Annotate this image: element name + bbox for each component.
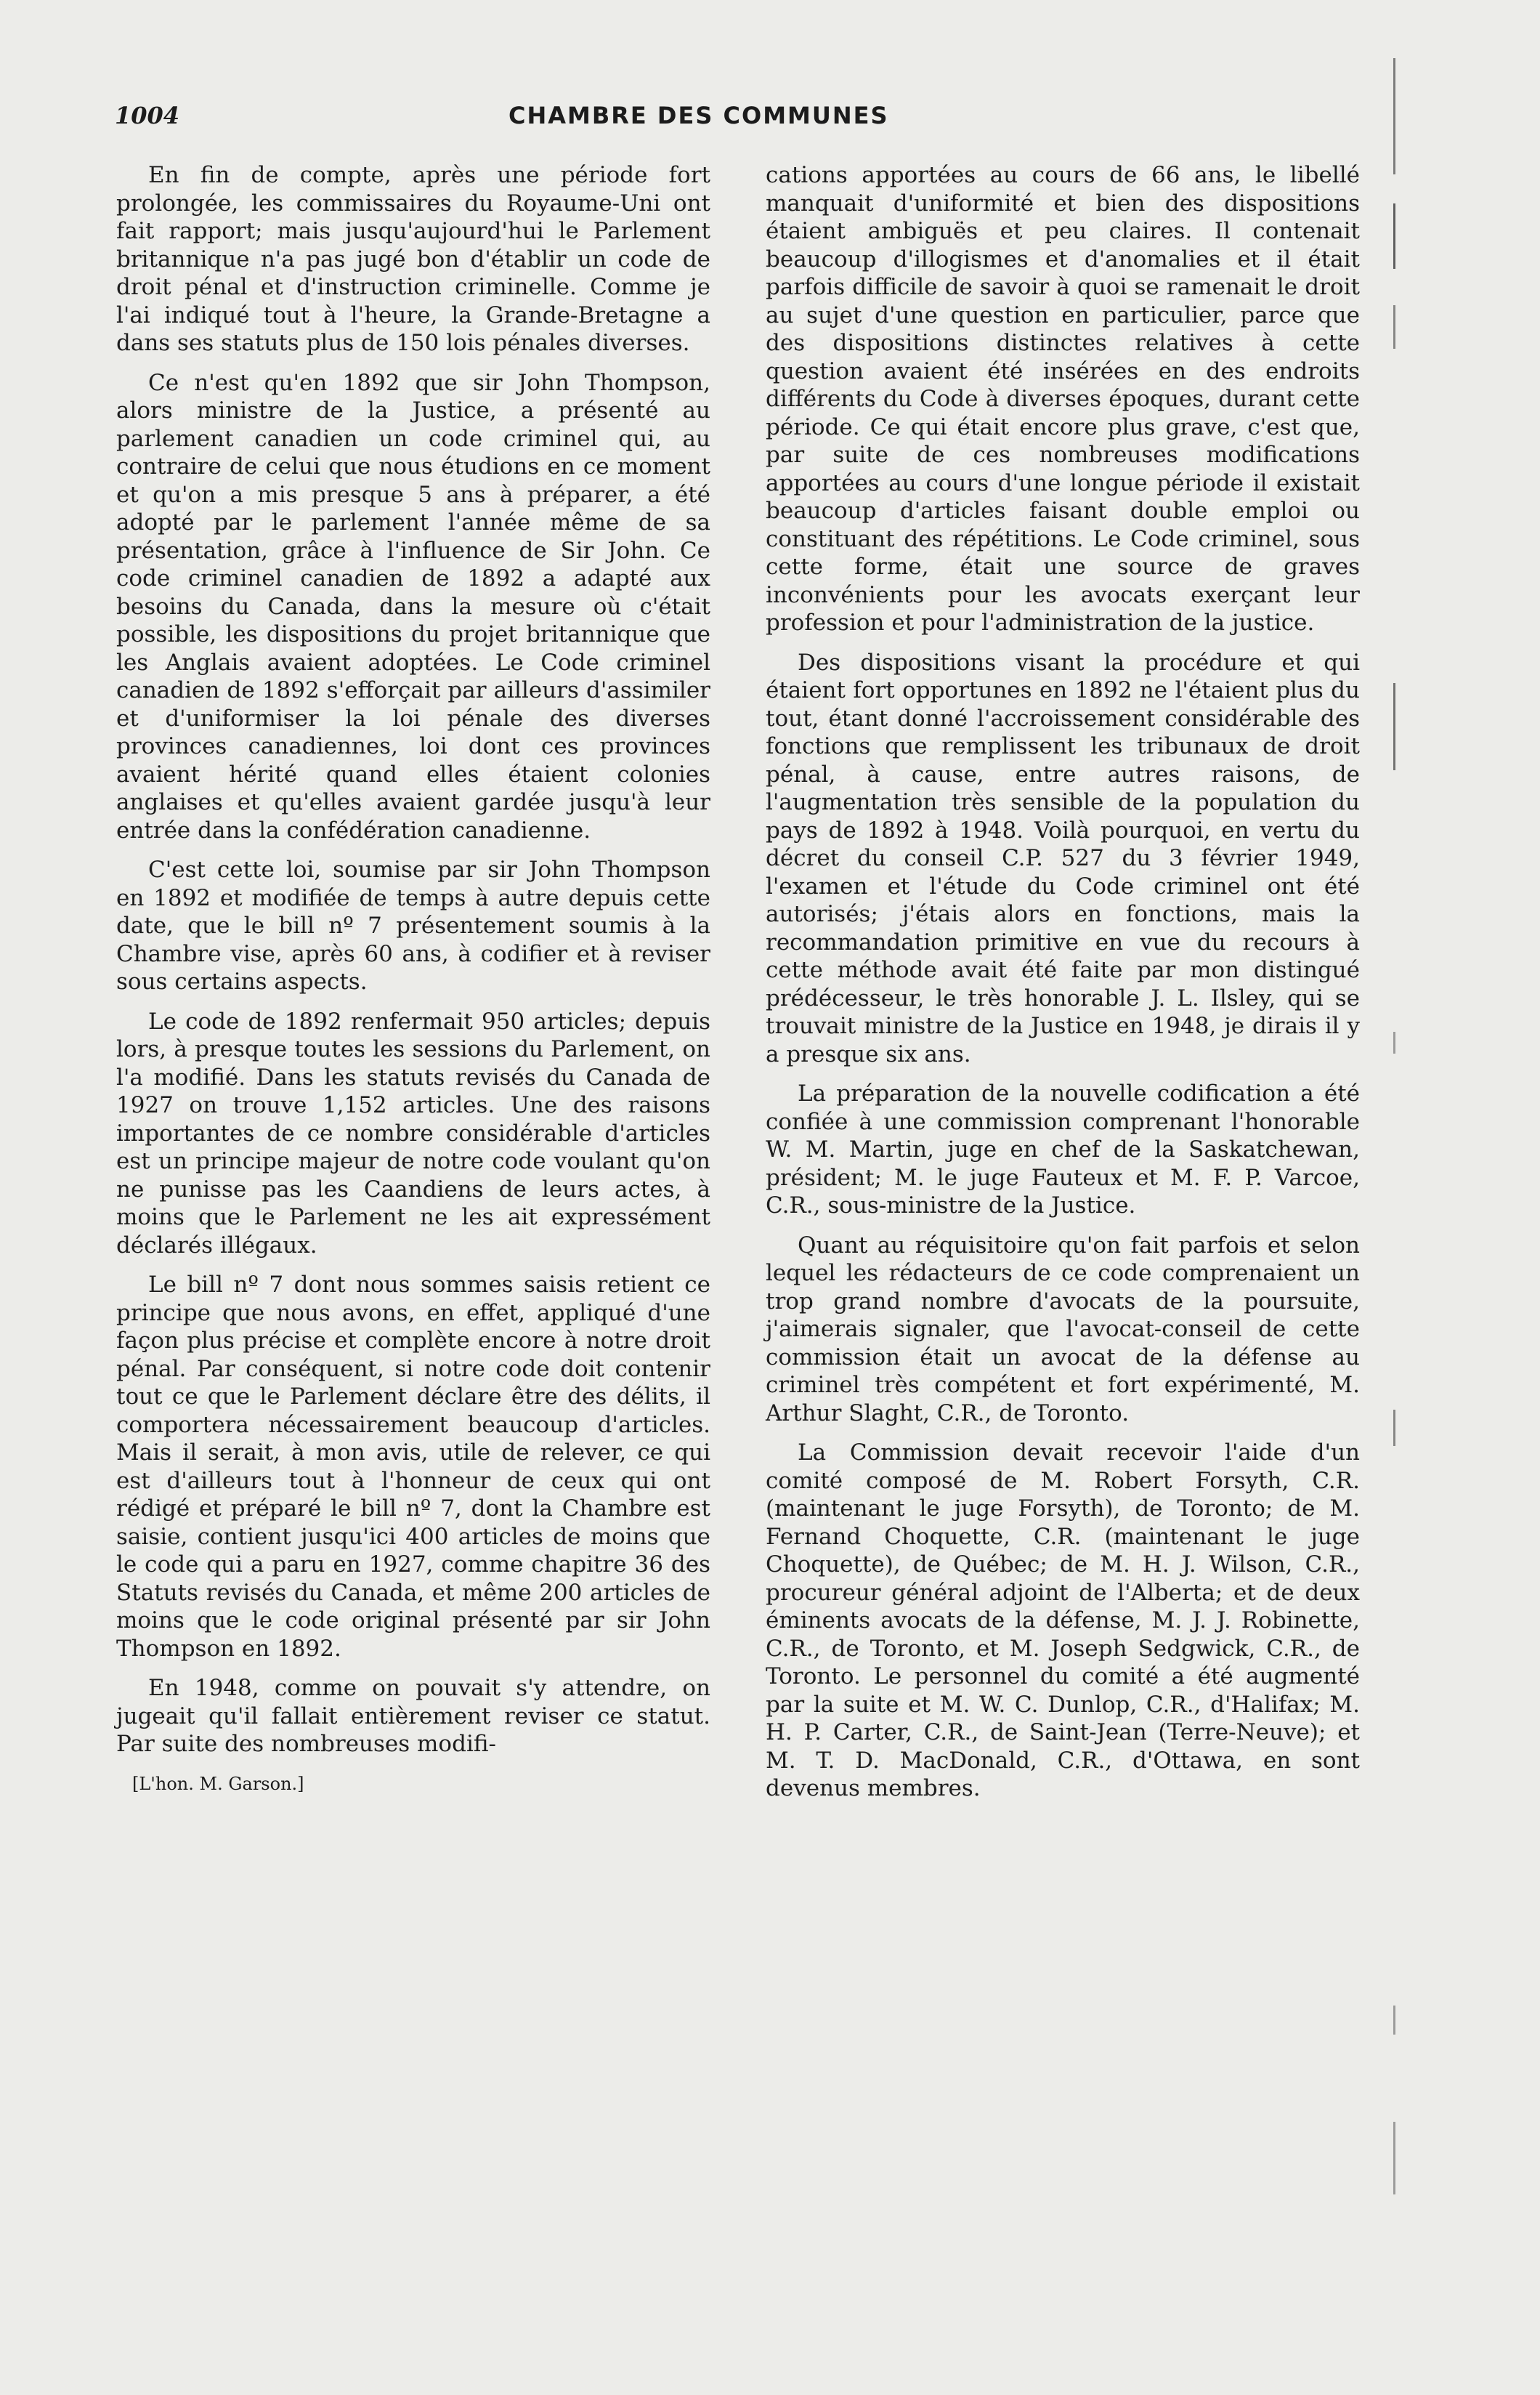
paragraph: La préparation de la nouvelle codification a été confiée à une commission comprenant l'honorable W. M. Martin, juge en chef de la Saskatchewan, président; M. le juge Fauteux et M. F. P. Varcoe, C.R., sous-ministre de la Justice.: [766, 1081, 1360, 1219]
paragraph: Le code de 1892 renfermait 950 articles; depuis lors, à presque toutes les sessions du Parlement, on l'a modifié. Dans les statuts revisés du Canada de 1927 on trouve 1,152 articles. Une des raisons importantes de ce nombre considérable d'articles est un principe majeur de notre code voulant qu'on ne punisse pas les Caandiens de leurs actes, à moins que le Parlement ne les ait expressément déclarés illégaux.: [116, 1008, 710, 1259]
paragraph: Ce n'est qu'en 1892 que sir John Thompson, alors ministre de la Justice, a présenté au parlement canadien un code criminel qui, au contraire de celui que nous étudions en ce moment et qu'on a mis presque 5 ans à préparer, a été adopté par le parlement l'année même de sa présentation, grâce à l'influence de Sir John. Ce code criminel canadien de 1892 a adapté aux besoins du Canada, dans la mesure où c'était possible, les dispositions du projet britannique que les Anglais avaient adoptées. Le Code criminel canadien de 1892 s'efforçait par ailleurs d'assimiler et d'uniformiser la loi pénale des diverses provinces canadiennes, loi dont ces provinces avaient hérité quand elles étaient colonies anglaises et qu'elles avaient gardée jusqu'à leur entrée dans la confédération canadienne.: [116, 369, 710, 844]
scan-margin-marks: [1393, 44, 1408, 2296]
speaker-note: [L'hon. M. Garson.]: [132, 1773, 304, 1794]
paragraph: La Commission devait recevoir l'aide d'un comité composé de M. Robert Forsyth, C.R. (maintenant le juge Forsyth), de Toronto; de M. Fernand Choquette, C.R. (maintenant le juge Choquette), de Québec; de M. H. J. Wilson, C.R., procureur général adjoint de l'Alberta; et de deux éminents avocats de la défense, M. J. J. Robinette, C.R., de Toronto, et M. Joseph Sedgwick, C.R., de Toronto. Le personnel du comité a été augmenté par la suite et M. W. C. Dunlop, C.R., d'Halifax; M. H. P. Carter, C.R., de Saint-Jean (Terre-Neuve); et M. T. D. MacDonald, C.R., d'Ottawa, en sont devenus membres.: [766, 1439, 1360, 1801]
paragraph: C'est cette loi, soumise par sir John Thompson en 1892 et modifiée de temps à autre depuis cette date, que le bill nº 7 présentement soumis à la Chambre vise, après 60 ans, à codifier et à reviser sous certains aspects.: [116, 857, 710, 995]
paragraph-continued: cations apportées au cours de 66 ans, le libellé manquait d'uniformité et bien des dispositions étaient ambiguës et peu claires. Il contenait beaucoup d'illogismes et d'anomalies et il était parfois difficile de savoir à quoi se ramenait le droit au sujet d'une question en particulier, parce que des dispositions distinctes relatives à cette question avaient été insérées en des endroits différents du Code à diverses époques, durant cette période. Ce qui était encore plus grave, c'est que, par suite de ces nombreuses modifications apportées au cours d'une longue période il existait beaucoup d'articles faisant double emploi ou constituant des répétitions. Le Code criminel, sous cette forme, était une source de graves inconvénients pour les avocats exerçant leur profession et pour l'administration de la justice.: [766, 162, 1360, 636]
right-column: [766, 161, 1360, 1814]
page-number: 1004: [115, 102, 180, 129]
paragraph: En 1948, comme on pouvait s'y attendre, on jugeait qu'il fallait entièrement reviser ce statut. Par suite des nombreuses modifi-: [116, 1675, 710, 1757]
page-title: CHAMBRE DES COMMUNES: [508, 102, 889, 129]
paragraph: Des dispositions visant la procédure et qui étaient fort opportunes en 1892 ne l'étaient plus du tout, étant donné l'accroissement considérable des fonctions que remplissent les tribunaux de droit pénal, à cause, entre autres raisons, de l'augmentation très sensible de la population du pays de 1892 à 1948. Voilà pourquoi, en vertu du décret du conseil C.P. 527 du 3 février 1949, l'examen et l'étude du Code criminel ont été autorisés; j'étais alors en fonctions, mais la recommandation primitive en vue du recours à cette méthode avait été faite par mon distingué prédécesseur, le très honorable J. L. Ilsley, qui se trouvait ministre de la Justice en 1948, je dirais il y a presque six ans.: [766, 649, 1360, 1067]
paragraph: En fin de compte, après une période fort prolongée, les commissaires du Royaume-Uni ont fait rapport; mais jusqu'aujourd'hui le Parlement britannique n'a pas jugé bon d'établir un code de droit pénal et d'instruction criminelle. Comme je l'ai indiqué tout à l'heure, la Grande-Bretagne a dans ses statuts plus de 150 lois pénales diverses.: [116, 162, 710, 356]
paragraph: Quant au réquisitoire qu'on fait parfois et selon lequel les rédacteurs de ce code comprenaient un trop grand nombre d'avocats de la poursuite, j'aimerais signaler, que l'avocat-conseil de cette commission était un avocat de la défense au criminel très compétent et fort expérimenté, M. Arthur Slaght, C.R., de Toronto.: [766, 1232, 1360, 1426]
paragraph: Le bill nº 7 dont nous sommes saisis retient ce principe que nous avons, en effet, appliqué d'une façon plus précise et complète encore à notre droit pénal. Par conséquent, si notre code doit contenir tout ce que le Parlement déclare être des délits, il comportera nécessairement beaucoup d'articles. Mais il serait, à mon avis, utile de relever, ce qui est d'ailleurs tout à l'honneur de ceux qui ont rédigé et préparé le bill nº 7, dont la Chambre est saisie, contient jusqu'ici 400 articles de moins que le code qui a paru en 1927, comme chapitre 36 des Statuts revisés du Canada, et même 200 articles de moins que le code original présenté par sir John Thompson en 1892.: [116, 1272, 710, 1662]
left-column: [116, 161, 710, 1798]
